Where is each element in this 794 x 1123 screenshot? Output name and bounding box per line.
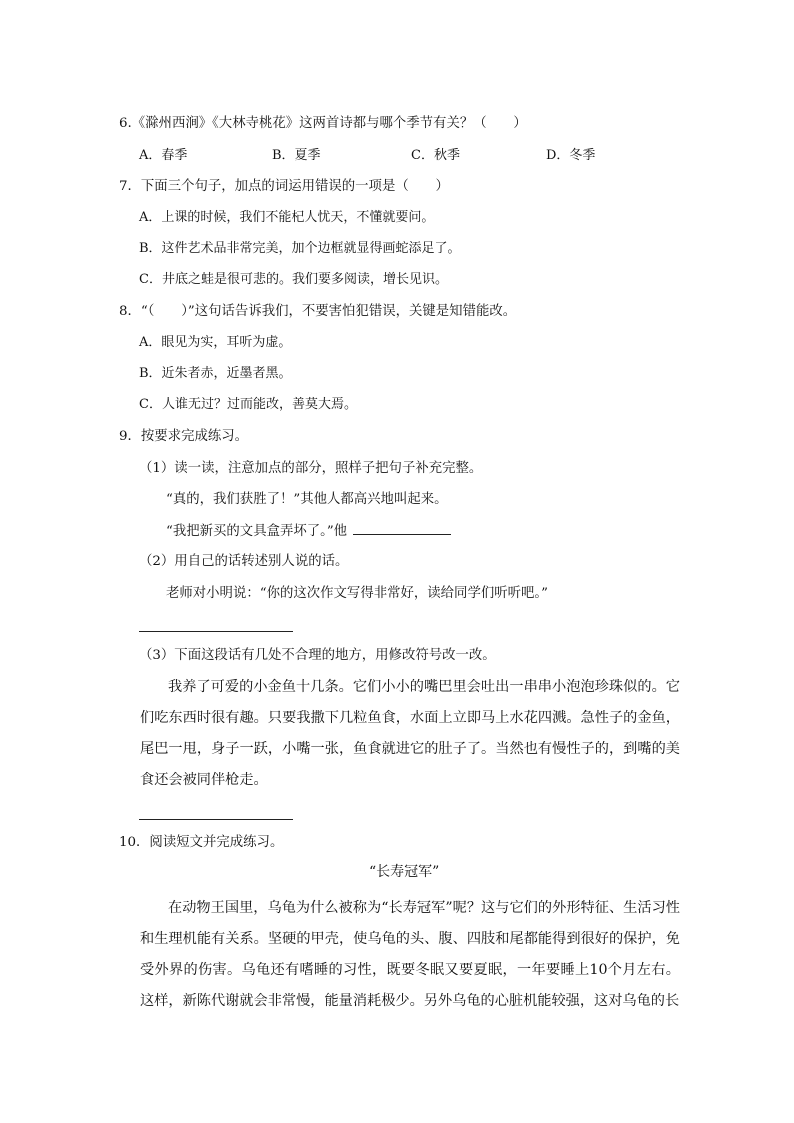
q9-part1-answer-blank[interactable] bbox=[353, 522, 451, 535]
q7-option-b: B．这件艺术品非常完美，加个边框就显得画蛇添足了。 bbox=[139, 241, 461, 256]
q8-stem: 8．“（ ）”这句话告诉我们，不要害怕犯错误，关键是知错能改。 bbox=[119, 304, 517, 319]
q6-option-d: D．冬季 bbox=[546, 148, 596, 163]
q9-part3-answer-line[interactable] bbox=[139, 819, 293, 820]
q9-part3-label: （3）下面这段话有几处不合理的地方，用修改符号改一改。 bbox=[139, 648, 496, 663]
q7-option-a: A．上课的时候，我们不能杞人忧天，不懂就要问。 bbox=[139, 210, 435, 225]
q10-stem: 10．阅读短文并完成练习。 bbox=[119, 835, 284, 850]
q6-stem: 6.《滁州西涧》《大林寺桃花》这两首诗都与哪个季节有关？（ ） bbox=[119, 116, 527, 131]
q9-part1-prompt: “我把新买的文具盒弄坏了。”他 bbox=[166, 524, 348, 539]
q6-option-a: A．春季 bbox=[139, 148, 188, 163]
q9-part1-label: （1）读一读，注意加点的部分，照样子把句子补充完整。 bbox=[139, 461, 483, 476]
reading-passage: 在动物王国里，乌龟为什么被称为“长寿冠军”呢？这与它们的外形特征、生活习性和生理机能有关系。坚硬的甲壳，使乌龟的头、腹、四肢和尾都能得到很好的保护，免受外界的伤害。乌龟还有嗜睡的习性，既要冬眠又要夏眠，一年要睡上10个月左右。这样，新陈代谢就会非常慢，能量消耗极少。另外乌龟的心脏机能较强，这对乌龟的长 bbox=[140, 900, 680, 1009]
q7-stem: 7．下面三个句子，加点的词运用错误的一项是（ ） bbox=[119, 179, 449, 194]
q9-part2-answer-line[interactable] bbox=[139, 631, 293, 632]
q9-part1-prompt-row bbox=[166, 522, 451, 541]
q8-option-a: A．眼见为实，耳听为虚。 bbox=[139, 335, 292, 350]
passage-title: “长寿冠军” bbox=[369, 864, 440, 880]
q9-part2-quote: 老师对小明说：“你的这次作文写得非常好，读给同学们听听吧。” bbox=[166, 586, 548, 601]
q9-part3-paragraph: 我养了可爱的小金鱼十几条。它们小小的嘴巴里会吐出一串串小泡泡珍珠似的。它们吃东西时很有趣。只要我撒下几粒鱼食，水面上立即马上水花四溅。急性子的金鱼，尾巴一甩，身子一跃，小嘴一张，鱼食就进它的肚子了。当然也有慢性子的，到嘴的美食还会被同伴枪走。 bbox=[140, 679, 680, 788]
q7-option-c: C．井底之蛙是很可悲的。我们要多阅读，增长见识。 bbox=[139, 272, 448, 287]
q9-part1-example: “真的，我们获胜了！”其他人都高兴地叫起来。 bbox=[166, 492, 448, 507]
q6-option-c: C．秋季 bbox=[411, 148, 460, 163]
q9-stem: 9．按要求完成练习。 bbox=[119, 429, 249, 444]
q6-option-b: B．夏季 bbox=[272, 148, 321, 163]
q8-option-c: C．人谁无过？过而能改，善莫大焉。 bbox=[139, 397, 357, 412]
q8-option-b: B．近朱者赤，近墨者黑。 bbox=[139, 366, 292, 381]
q9-part2-label: （2）用自己的话转述别人说的话。 bbox=[139, 554, 349, 569]
